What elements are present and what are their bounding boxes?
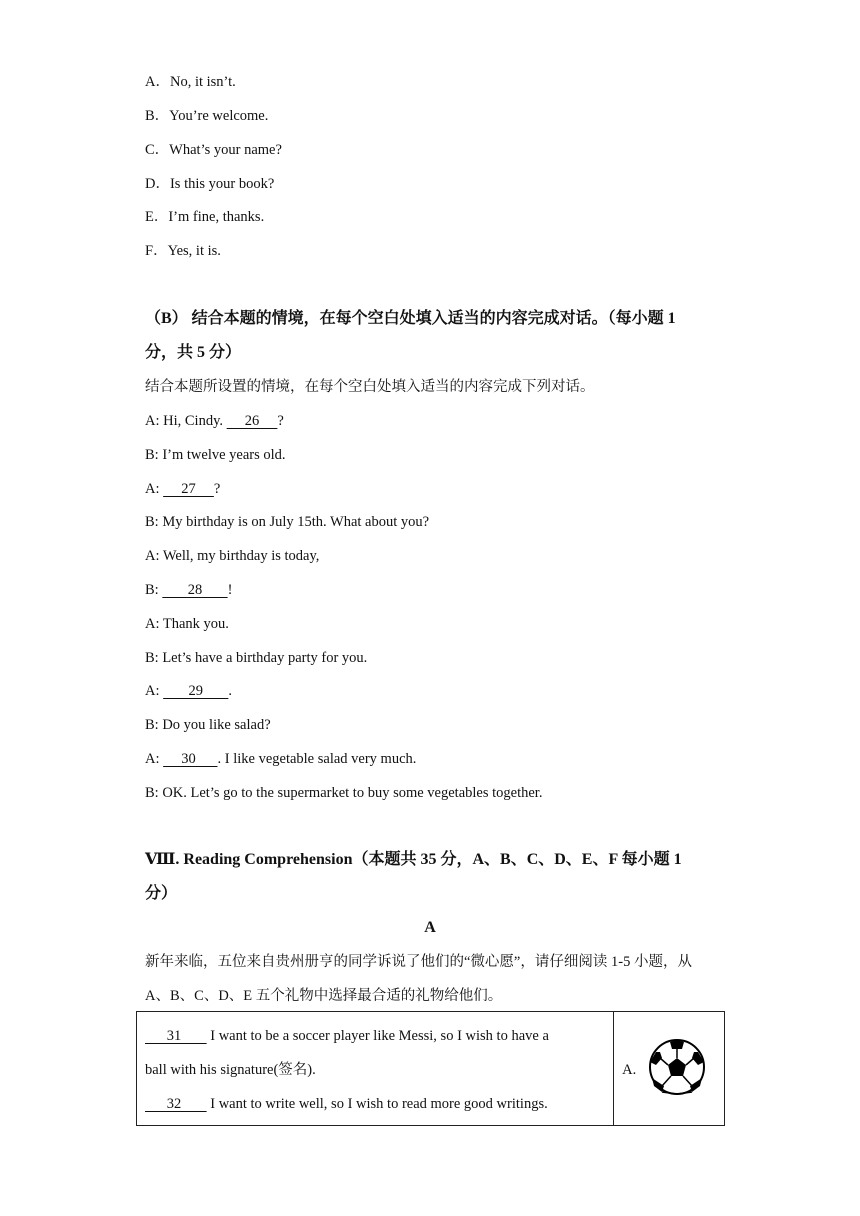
option-a: A．No, it isn’t. — [145, 74, 236, 90]
option-d: D．Is this your book? — [145, 176, 275, 192]
soccer-ball-icon — [648, 1038, 706, 1096]
wish-table — [136, 1011, 725, 1126]
wishes-cell — [137, 1012, 614, 1126]
part-label: A — [424, 919, 436, 936]
option-c: C．What’s your name? — [145, 142, 282, 158]
dialogue-line: B: Do you like salad? — [145, 717, 271, 733]
section-b-instruction: 结合本题所设置的情境，在每个空白处填入适当的内容完成下列对话。 — [145, 379, 595, 395]
section-viii-heading-cont: 分） — [145, 885, 178, 902]
dialogue-line: B: OK. Let’s go to the supermarket to buy some vegetables together. — [145, 785, 543, 801]
section-viii-heading: Ⅷ. Reading Comprehension（本题共 35 分，A、B、C、D、E、F 每小题 1 — [145, 851, 682, 868]
wish-31-cont: ball with his signature(签名). — [145, 1062, 316, 1078]
option-b: B．You’re welcome. — [145, 108, 269, 124]
dialogue-line: A: 30 . I like vegetable salad very much. — [145, 751, 417, 767]
option-e: E．I’m fine, thanks. — [145, 209, 265, 225]
dialogue-line: B: My birthday is on July 15th. What about you? — [145, 514, 430, 530]
section-b-heading: （B） 结合本题的情境，在每个空白处填入适当的内容完成对话。（每小题 1 — [145, 310, 676, 327]
dialogue-line: A: Well, my birthday is today, — [145, 548, 320, 564]
dialogue-line: B: I’m twelve years old. — [145, 447, 286, 463]
dialogue-line: A: Thank you. — [145, 616, 229, 632]
dialogue-line: A: Hi, Cindy. 26 ? — [145, 413, 284, 429]
dialogue-line: A: 29 . — [145, 683, 232, 699]
dialogue-line: B: 28 ! — [145, 582, 233, 598]
wish-31: 31 I want to be a soccer player like Messi, so I wish to have a — [145, 1028, 549, 1044]
reading-intro: 新年来临，五位来自贵州册亨的同学诉说了他们的“微心愿”，请仔细阅读 1-5 小题，从 — [145, 954, 692, 970]
dialogue-line: A: 27 ? — [145, 481, 221, 497]
section-b-heading-cont: 分，共 5 分） — [145, 344, 242, 361]
reading-intro-cont: A、B、C、D、E 五个礼物中选择最合适的礼物给他们。 — [145, 988, 503, 1004]
gift-cell — [614, 1012, 725, 1126]
wish-32: 32 I want to write well, so I wish to read more good writings. — [145, 1096, 548, 1112]
gift-option-label: A. — [622, 1062, 637, 1078]
option-f: F．Yes, it is. — [145, 243, 221, 259]
dialogue-line: B: Let’s have a birthday party for you. — [145, 650, 368, 666]
